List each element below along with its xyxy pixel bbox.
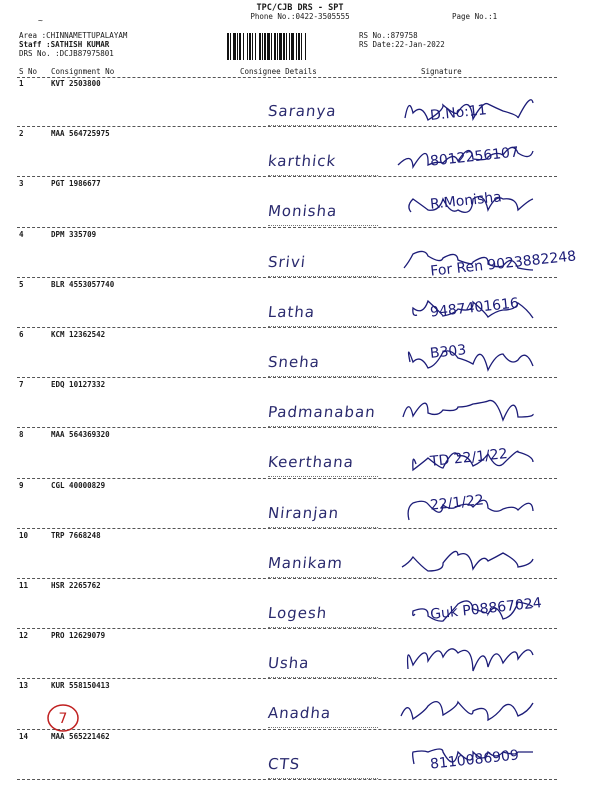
row-consignment-number: KCM 12362542 [51, 330, 106, 339]
row-consignee-name: CTS [267, 754, 302, 773]
row-consignee-name: Manikam [267, 553, 344, 572]
row-consignment-number: MAA 564725975 [51, 129, 110, 139]
phone-number: Phone No.:0422-3505555 [250, 12, 350, 21]
barcode-bar [267, 33, 270, 60]
row-consignee-name: Padmanaban [267, 403, 377, 422]
row-consignee-name: Keerthana [267, 453, 355, 472]
row-consignee-name: Saranya [267, 102, 338, 120]
area-label: Area :CHINNAMETTUPALAYAM [19, 31, 128, 40]
barcode-bar [279, 33, 282, 60]
barcode-bar [227, 33, 229, 60]
row-divider [17, 729, 557, 730]
row-consignment-number: TRP 7668248 [51, 530, 101, 540]
row-consignee-name: karthick [267, 152, 338, 171]
row-consignment-number: PRO 12629079 [51, 631, 106, 641]
row-divider [17, 277, 557, 278]
circled-number-text: 7 [58, 711, 68, 727]
document-title: TPC/CJB DRS - SPT [256, 3, 344, 13]
signature-stroke [409, 351, 533, 370]
row-divider [17, 678, 557, 679]
barcode-bar [262, 33, 263, 60]
row-serial-number: 11 [19, 581, 29, 590]
row-divider [17, 227, 557, 228]
row-divider [17, 478, 557, 479]
barcode-bar [249, 33, 251, 60]
barcode-bar [264, 33, 266, 60]
barcode-bar [298, 33, 300, 60]
signature-scribble [388, 382, 558, 434]
row-serial-number: 14 [19, 731, 29, 741]
row-consignment-number: MAA 565221462 [51, 731, 110, 741]
row-serial-number: 10 [19, 530, 29, 540]
row-divider [17, 126, 557, 127]
row-serial-number: 1 [19, 79, 24, 88]
row-serial-number: 3 [19, 179, 24, 189]
circled-number [46, 703, 80, 733]
row-serial-number: 7 [19, 380, 24, 390]
row-consignee-name: Latha [267, 302, 317, 321]
signature-stroke [403, 401, 533, 421]
row-serial-number: 9 [19, 480, 24, 490]
row-divider [17, 528, 557, 529]
row-consignment-number: MAA 564369320 [51, 430, 110, 440]
row-serial-number: 6 [19, 330, 24, 339]
signature-text: 8012256107 [429, 144, 520, 170]
row-divider [17, 377, 557, 378]
rs-number: RS No.:879758 [359, 31, 418, 40]
row-divider [17, 779, 557, 780]
row-serial-number: 8 [19, 430, 24, 440]
row-consignment-number: KUR 558150413 [51, 681, 110, 691]
col-header-signature: Signature [421, 67, 462, 76]
barcode-bar [237, 33, 238, 60]
drs-number: DRS No. :DCJB87975801 [19, 49, 114, 58]
row-divider [17, 427, 557, 428]
signature-text: D.No:11 [429, 102, 488, 124]
header-rule [17, 77, 557, 78]
barcode [226, 33, 352, 60]
barcode-bar [286, 33, 287, 60]
corner-mark: ~ [38, 16, 43, 25]
barcode-bar [305, 33, 306, 60]
signature-scribble [388, 633, 558, 685]
row-serial-number: 5 [19, 279, 24, 289]
barcode-bar [271, 33, 272, 60]
barcode-bar [274, 33, 276, 60]
row-consignee-name: Sneha [267, 353, 321, 371]
signature-text: Guk P08867024 [429, 595, 543, 623]
barcode-bar [230, 33, 231, 60]
barcode-bar [291, 33, 294, 60]
row-consignee-name: Anadha [267, 704, 333, 723]
row-divider [17, 176, 557, 177]
signature-text: R.Monisha [429, 189, 503, 214]
barcode-bar [255, 33, 256, 60]
barcode-bar [243, 33, 244, 60]
row-consignee-name: Usha [267, 654, 311, 673]
col-header-sno: S No [19, 67, 38, 76]
barcode-bar [296, 33, 297, 60]
signature-text: B303 [429, 342, 468, 362]
signature-scribble [388, 683, 558, 735]
signature-scribble [388, 332, 558, 384]
row-consignment-number: CGL 40000829 [51, 480, 106, 490]
row-consignment-number: KVT 2503800 [51, 79, 101, 88]
row-divider [17, 578, 557, 579]
signature-stroke [401, 702, 533, 720]
row-consignee-name: Logesh [267, 604, 329, 622]
row-consignee-name: Niranjan [267, 503, 341, 522]
row-divider [17, 327, 557, 328]
row-consignment-number: PGT 1986677 [51, 179, 101, 189]
barcode-bar [277, 33, 278, 60]
col-header-consignment: Consignment No [51, 67, 115, 76]
signature-scribble [388, 533, 558, 585]
row-consignee-name: Monisha [267, 202, 339, 221]
row-serial-number: 4 [19, 229, 24, 239]
row-consignment-number: BLR 4553057740 [51, 279, 115, 289]
barcode-bar [239, 33, 241, 60]
rs-date: RS Date:22-Jan-2022 [359, 40, 445, 49]
barcode-bar [301, 33, 302, 60]
signature-text: 9487401616 [429, 295, 520, 321]
row-consignment-number: DPM 335709 [51, 229, 97, 239]
barcode-bar [233, 33, 236, 60]
row-serial-number: 2 [19, 129, 24, 139]
row-divider [17, 628, 557, 629]
row-consignment-number: EDQ 10127332 [51, 380, 106, 390]
col-header-consignee: Consignee Details [240, 67, 317, 76]
signature-stroke [408, 649, 533, 671]
signature-stroke [402, 551, 533, 571]
row-serial-number: 13 [19, 681, 29, 691]
signature-text: TD 22/1/22 [429, 446, 509, 471]
signature-text: For Ren 9023882248 [429, 247, 577, 280]
signature-text: 8110086909 [429, 746, 520, 773]
barcode-bar [259, 33, 261, 60]
barcode-bar [252, 33, 253, 60]
staff-label: Staff :SATHISH KUMAR [19, 40, 110, 49]
barcode-bar [283, 33, 285, 60]
barcode-bar [247, 33, 248, 60]
row-serial-number: 12 [19, 631, 29, 641]
barcode-bar [289, 33, 290, 60]
row-consignee-name: Srivi [267, 252, 307, 271]
signature-text: 22/1/22 [429, 491, 485, 514]
row-consignment-number: HSR 2265762 [51, 581, 101, 590]
page-number: Page No.:1 [452, 12, 498, 21]
